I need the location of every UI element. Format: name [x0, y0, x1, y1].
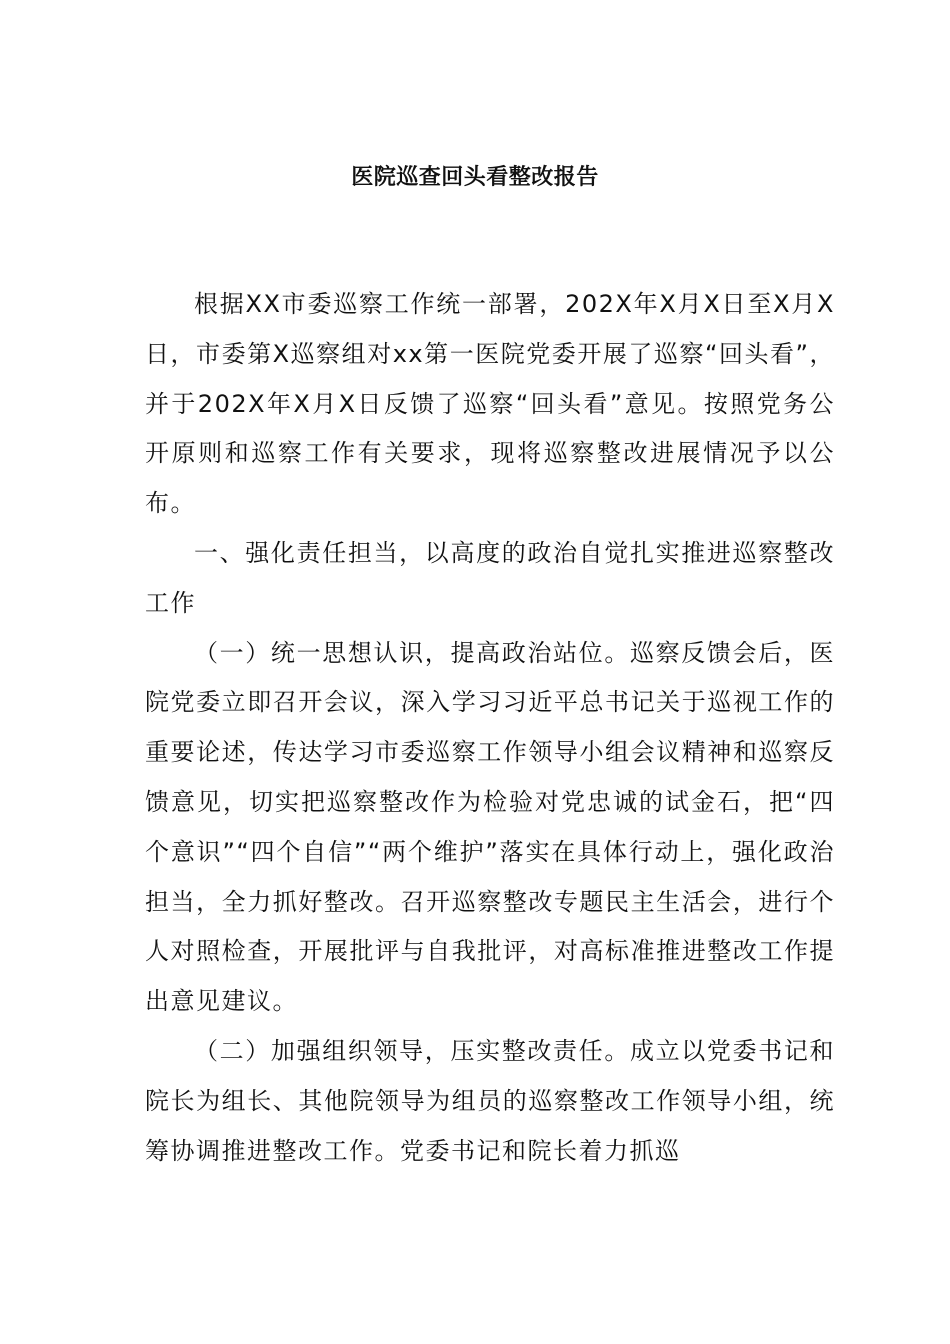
intro-paragraph: 根据XX市委巡察工作统一部署，202X年X月X日至X月X日，市委第X巡察组对xx第一医院党委开展了巡察“回头看”，并于202X年X月X日反馈了巡察“回头看”意见。按照党务公开原则和巡察工作有关要求，现将巡察整改进展情况予以公布。: [145, 290, 835, 518]
subsection-paragraph-2: （二）加强组织领导，压实整改责任。成立以党委书记和院长为组长、其他院领导为组员的巡察整改工作领导小组，统筹协调推进整改工作。党委书记和院长着力抓巡: [145, 1036, 835, 1165]
section-heading-1: 一、强化责任担当，以高度的政治自觉扎实推进巡察整改工作: [145, 538, 835, 617]
subsection-paragraph-1: （一）统一思想认识，提高政治站位。巡察反馈会后，医院党委立即召开会议，深入学习习近平总书记关于巡视工作的重要论述，传达学习市委巡察工作领导小组会议精神和巡察反馈意见，切实把巡察整改作为检验对党忠诚的试金石，把“四个意识”“四个自信”“两个维护”落实在具体行动上，强化政治担当，全力抓好整改。召开巡察整改专题民主生活会，进行个人对照检查，开展批评与自我批评，对高标准推进整改工作提出意见建议。: [145, 638, 835, 1016]
document-body: [145, 280, 835, 1176]
document-title: 医院巡查回头看整改报告: [351, 165, 599, 190]
